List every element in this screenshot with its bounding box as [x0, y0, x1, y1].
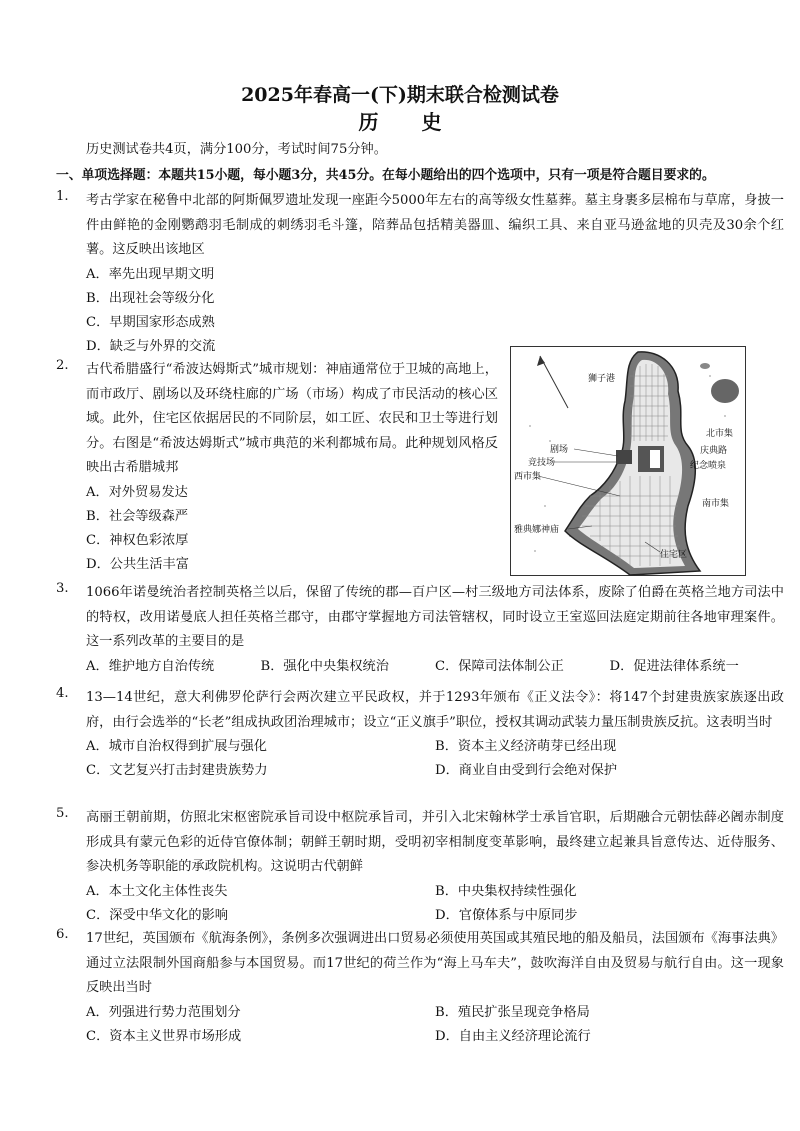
option-a[interactable]: A．率先出现早期文明 [86, 266, 215, 282]
section-heading: 一、单项选择题：本题共15小题，每小题3分，共45分。在每小题给出的四个选项中，只有一项是符合题目要求的。 [56, 168, 715, 183]
map-label: 住宅区 [660, 550, 688, 560]
question-stem: 1066年诺曼统治者控制英格兰以后，保留了传统的郡—百户区—村三级地方司法体系，废除了伯爵在英格兰地方司法中的特权，改用诺曼底人担任英格兰郡守，由郡守掌握地方司法管辖权，同时设立王室巡回法庭定期前往各地审理案件。这一系列改革的主要目的是 [86, 585, 784, 649]
question-1 [56, 189, 784, 359]
options [86, 1001, 784, 1049]
option-d[interactable]: D．自由主义经济理论流行 [435, 1028, 591, 1044]
option-c[interactable]: C．资本主义世界市场形成 [86, 1028, 242, 1044]
options [86, 735, 784, 783]
map-label: 雅典娜神庙 [514, 525, 560, 535]
options [86, 880, 784, 928]
option-b[interactable]: B．中央集权持续性强化 [435, 883, 577, 899]
question-stem: 17世纪，英国颁布《航海条例》，条例多次强调进出口贸易必须使用英国或其殖民地的船及船员，法国颁布《海事法典》通过立法限制外国商船参与本国贸易。而17世纪的荷兰作为“海上马车夫”，鼓吹海洋自由及贸易与航行自由。这一现象反映出当时 [86, 931, 784, 995]
map-label: 狮子港 [588, 374, 616, 384]
map-label: 纪念喷泉 [690, 461, 727, 471]
option-a[interactable]: A．列强进行势力范围划分 [86, 1004, 241, 1020]
option-d[interactable]: D．缺乏与外界的交流 [86, 339, 216, 355]
subject-title: 历 史 [358, 110, 460, 134]
option-c[interactable]: C．深受中华文化的影响 [86, 907, 228, 923]
map-label: 剧场 [550, 445, 569, 455]
option-b[interactable]: B．殖民扩张呈现竞争格局 [435, 1004, 590, 1020]
theatre-block [616, 450, 632, 464]
question-6 [56, 927, 784, 1049]
option-c[interactable]: C．文艺复兴打击封建贵族势力 [86, 763, 268, 779]
question-number: 2. [56, 358, 69, 373]
question-number: 5. [56, 806, 69, 821]
option-c[interactable]: C．神权色彩浓厚 [86, 532, 189, 548]
option-d[interactable]: D．促进法律体系统一 [609, 658, 739, 674]
question-stem: 13—14世纪，意大利佛罗伦萨行会两次建立平民政权，并于1293年颁布《正义法令》：将147个封建贵族家族逐出政府，由行会选举的“长老”组成执政团治理城市；设立“正义旗手”职位，授权其调动武装力量压制贵族反抗。这表明当时 [86, 690, 784, 730]
map-label: 庆典路 [700, 446, 728, 456]
question-2 [56, 358, 506, 577]
option-a[interactable]: A．本土文化主体性丧失 [86, 883, 228, 899]
option-d[interactable]: D．商业自由受到行会绝对保护 [435, 763, 618, 779]
map-label: 竞技场 [528, 458, 556, 468]
question-stem: 高丽王朝前期，仿照北宋枢密院承旨司设中枢院承旨司，并引入北宋翰林学士承旨官职，后期融合元朝怯薛必阇赤制度形成具有蒙元色彩的近侍官僚体制；朝鲜王朝时期，受明初宰相制度变革影响，最终建立起兼具旨意传达、近侍服务、参决机务等职能的承政院机构。这说明古代朝鲜 [86, 810, 784, 874]
option-a[interactable]: A．城市自治权得到扩展与强化 [86, 739, 267, 754]
option-b[interactable]: B．资本主义经济萌芽已经出现 [435, 739, 617, 754]
option-a[interactable]: A．对外贸易发达 [86, 484, 188, 500]
question-3 [56, 581, 784, 679]
island-shape [711, 379, 739, 403]
option-d[interactable]: D．官僚体系与中原同步 [435, 907, 578, 923]
map-label: 南市集 [702, 499, 730, 509]
question-number: 3. [56, 581, 69, 596]
option-a[interactable]: A．维护地方自治传统 [86, 658, 215, 674]
question-number: 4. [56, 686, 69, 701]
option-d[interactable]: D．公共生活丰富 [86, 557, 189, 573]
question-number: 6. [56, 927, 69, 942]
option-c[interactable]: C．保障司法体制公正 [435, 658, 564, 674]
question-5 [56, 806, 784, 928]
options [86, 655, 784, 679]
option-b[interactable]: B．强化中央集权统治 [260, 658, 389, 674]
option-c[interactable]: C．早期国家形态成熟 [86, 314, 215, 330]
option-b[interactable]: B．社会等级森严 [86, 508, 189, 524]
exam-intro: 历史测试卷共4页，满分100分，考试时间75分钟。 [86, 142, 387, 157]
exam-title: 2025年春高一(下)期末联合检测试卷 [241, 84, 559, 106]
options [86, 263, 784, 360]
question-4 [56, 686, 784, 783]
question-stem: 考古学家在秘鲁中北部的阿斯佩罗遗址发现一座距今5000年左右的高等级女性墓葬。墓主身裹多层棉布与草席，身披一件由鲜艳的金刚鹦鹉羽毛制成的刺绣羽毛斗篷，陪葬品包括精美器皿、编织工具、来自亚马逊盆地的贝壳及30余个红薯。这反映出该地区 [86, 193, 784, 257]
map-label: 北市集 [706, 429, 734, 439]
question-stem: 古代希腊盛行“希波达姆斯式”城市规划：神庙通常位于卫城的高地上，而市政厅、剧场以及环绕柱廊的广场（市场）构成了市民活动的核心区域。此外，住宅区依据居民的不同阶层，如工匠、农民和卫士等进行划分。右图是“希波达姆斯式”城市典范的米利都城布局。此种规划风格反映出古希腊城邦 [86, 362, 498, 475]
option-b[interactable]: B．出现社会等级分化 [86, 290, 215, 306]
map-label: 西市集 [514, 472, 542, 482]
question-number: 1. [56, 189, 69, 204]
options [86, 481, 498, 578]
miletus-city-map [510, 346, 746, 576]
